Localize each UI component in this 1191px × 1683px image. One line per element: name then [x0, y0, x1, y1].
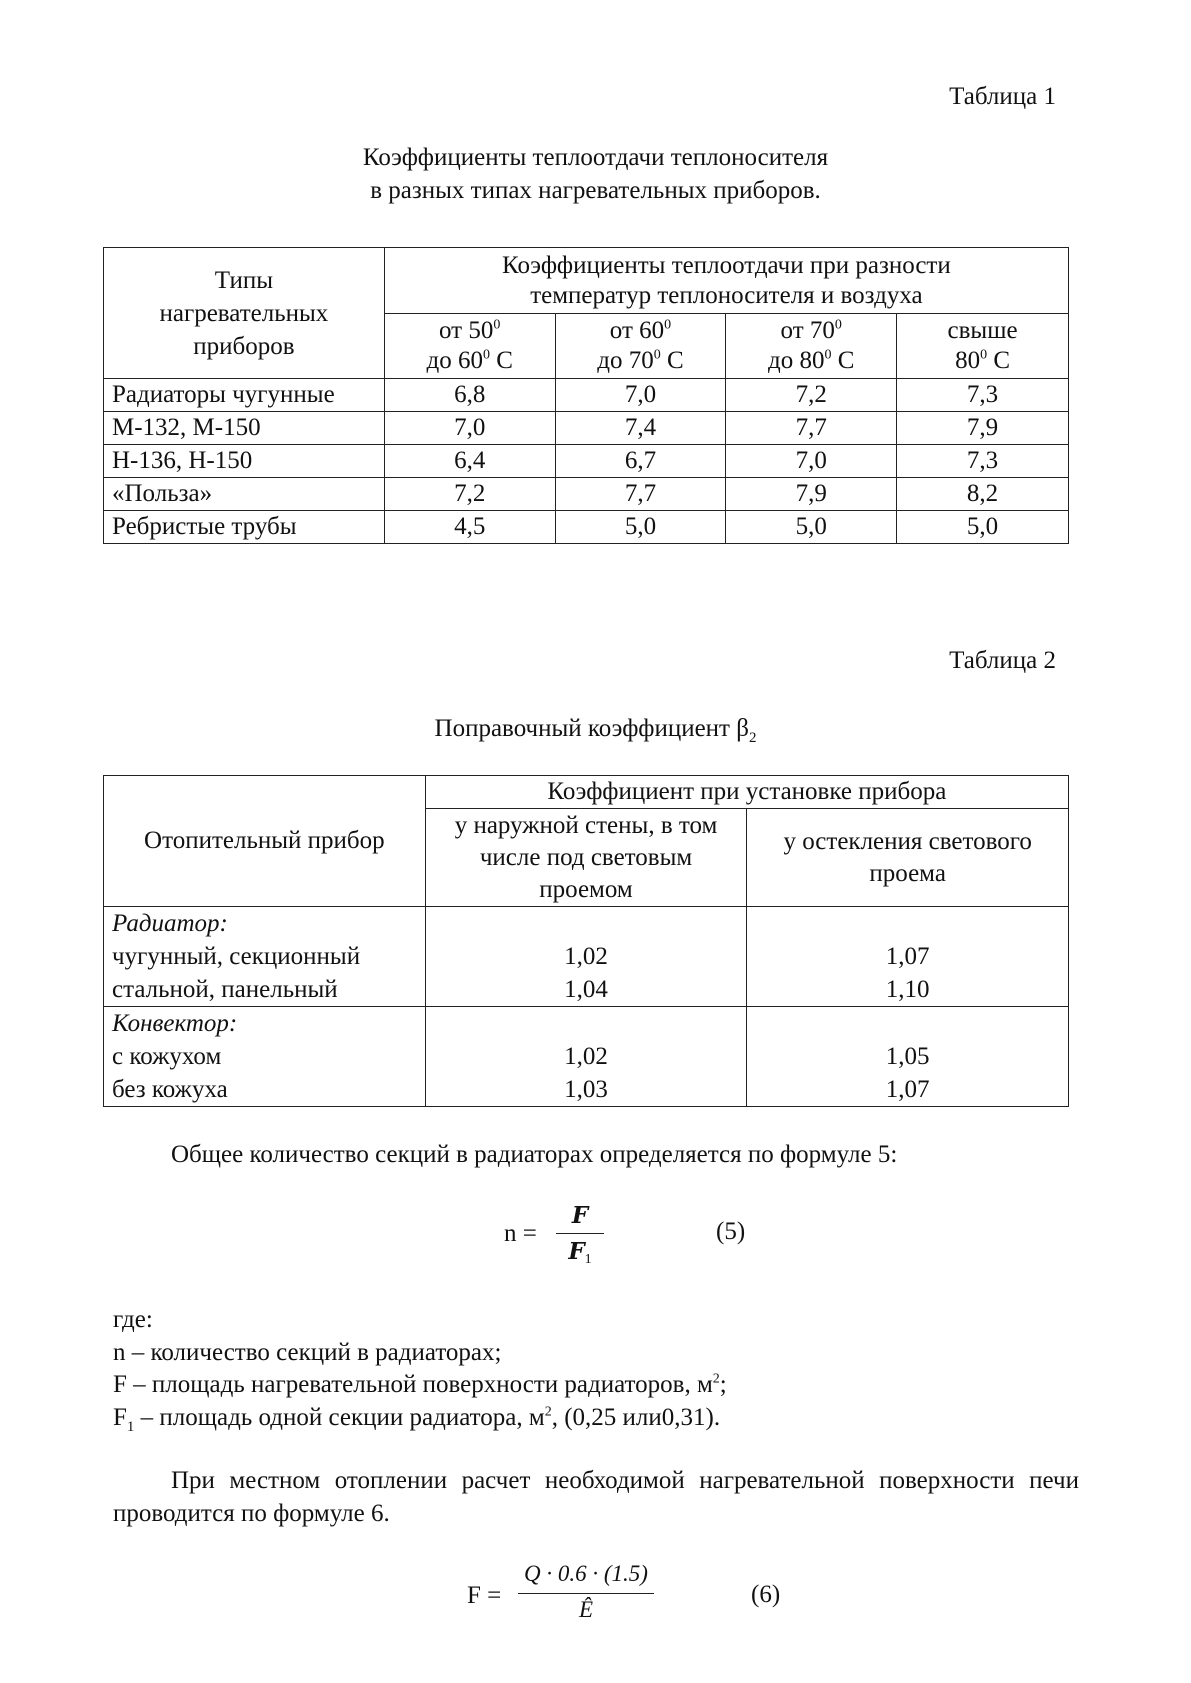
cell-value: 7,9: [726, 478, 897, 511]
formula5-denominator: $F_1$: [568, 1238, 592, 1268]
cell-value: 4,5: [384, 511, 555, 544]
cell-value: 5,0: [726, 511, 897, 544]
row-name: Ребристые трубы: [104, 511, 385, 544]
table-row: [104, 412, 1069, 445]
row-name: Радиаторы чугунные: [104, 379, 385, 412]
group-values-wall: 1,02 1,03: [425, 1007, 747, 1107]
table-row: [104, 445, 1069, 478]
definition-n: n – количество секций в радиаторах;: [113, 1339, 502, 1366]
paragraph-stove-line2: проводится по формуле 6.: [113, 1500, 390, 1527]
formula5-numerator: F: [571, 1202, 589, 1229]
cell-value: 7,2: [384, 478, 555, 511]
formula5-lhs: n =: [504, 1220, 537, 1247]
group-values-glazing: 1,05 1,07: [747, 1007, 1069, 1107]
table2-title: Поправочный коэффициент $\beta_2$: [434, 715, 757, 746]
table-row: [104, 478, 1069, 511]
cell-value: 6,7: [555, 445, 726, 478]
group-title: Конвектор:: [112, 1010, 238, 1037]
cell-value: 7,2: [726, 379, 897, 412]
cell-value: 7,9: [897, 412, 1069, 445]
table-row: [104, 1007, 1069, 1107]
cell-value: 6,4: [384, 445, 555, 478]
cell-value: 5,0: [555, 511, 726, 544]
table1-header-type: Типы нагревательных приборов: [104, 248, 385, 379]
cell-value: 7,0: [555, 379, 726, 412]
cell-value: 7,0: [726, 445, 897, 478]
table2-header-device: Отопительный прибор: [104, 776, 426, 907]
paragraph-stove-line1: При местном отоплении расчет необходимой нагревательной поверхности печи: [171, 1467, 1079, 1494]
table1-subheader: от $70^0$ до $80^0$ С: [726, 314, 897, 379]
formula6-fraction-bar: [518, 1593, 654, 1594]
row-name: «Польза»: [104, 478, 385, 511]
formula6-numerator: Q · 0.6 · (1.5): [524, 1561, 648, 1586]
table2-label: Таблица 2: [949, 647, 1056, 674]
table1-header-group: Коэффициенты теплоотдачи при разности температур теплоносителя и воздуха: [384, 248, 1068, 314]
cell-value: 8,2: [897, 478, 1069, 511]
table2: [103, 775, 1069, 1107]
group-values-wall: 1,02 1,04: [425, 907, 747, 1007]
table1-subheader: свыше $80^0$ С: [897, 314, 1069, 379]
definition-f1: $F_1$ – площадь одной секции радиатора, $м^2$, (0,25 или0,31).: [113, 1404, 721, 1435]
formula5-number: (5): [716, 1218, 746, 1245]
group-names: Радиатор: чугунный, секционный стальной, панельный: [104, 907, 426, 1007]
table-row: [104, 907, 1069, 1007]
group-title: Радиатор:: [112, 910, 228, 937]
where-label: где:: [113, 1306, 153, 1333]
definition-f: F – площадь нагревательной поверхности радиаторов, $м^2$;: [113, 1371, 727, 1398]
table1-subheader: от $50^0$ до $60^0$ С: [384, 314, 555, 379]
formula6-lhs: F =: [467, 1582, 502, 1609]
table-row: [104, 379, 1069, 412]
formula5-fraction-bar: [556, 1233, 604, 1234]
group-names: Конвектор: с кожухом без кожуха: [104, 1007, 426, 1107]
cell-value: 7,7: [555, 478, 726, 511]
cell-value: 7,3: [897, 445, 1069, 478]
cell-value: 7,7: [726, 412, 897, 445]
row-name: М-132, М-150: [104, 412, 385, 445]
formula6-denominator: Ê: [578, 1597, 594, 1622]
table1-title-line2: в разных типах нагревательных приборов.: [370, 177, 821, 204]
cell-value: 7,4: [555, 412, 726, 445]
table2-subheader-glazing: у остекления светового проема: [747, 809, 1069, 907]
table2-subheader-wall: у наружной стены, в том числе под световым проемом: [425, 809, 747, 907]
paragraph-sections: Общее количество секций в радиаторах определяется по формуле 5:: [171, 1141, 898, 1168]
row-name: Н-136, Н-150: [104, 445, 385, 478]
cell-value: 6,8: [384, 379, 555, 412]
formula6-number: (6): [751, 1581, 781, 1608]
cell-value: 7,0: [384, 412, 555, 445]
table2-header-group: Коэффициент при установке прибора: [425, 776, 1068, 809]
cell-value: 5,0: [897, 511, 1069, 544]
table1-subheader: от $60^0$ до $70^0$ С: [555, 314, 726, 379]
table1-title-line1: Коэффициенты теплоотдачи теплоносителя: [362, 144, 829, 171]
table1-label: Таблица 1: [949, 83, 1056, 110]
table-row: [104, 511, 1069, 544]
table1: [103, 247, 1069, 544]
group-values-glazing: 1,07 1,10: [747, 907, 1069, 1007]
cell-value: 7,3: [897, 379, 1069, 412]
